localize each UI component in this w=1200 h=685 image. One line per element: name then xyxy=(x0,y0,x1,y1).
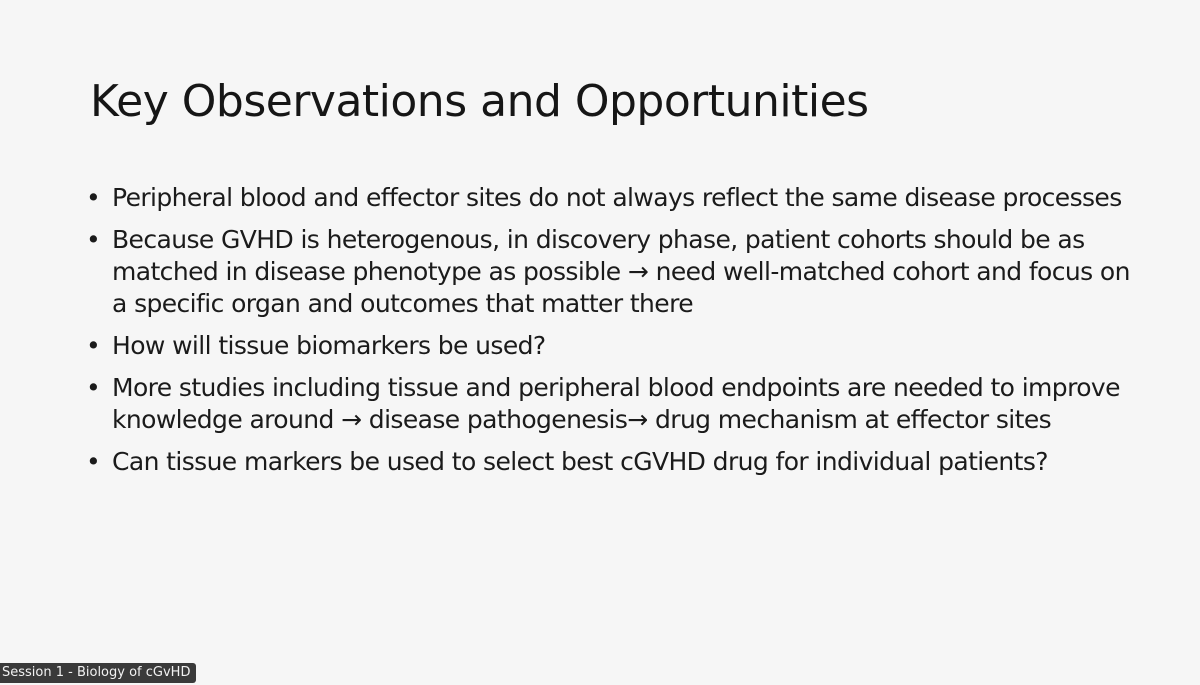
bullet-dot-icon: • xyxy=(86,225,101,254)
bullet-item xyxy=(86,224,1136,320)
slide-title: Key Observations and Opportunities xyxy=(90,76,869,127)
bullet-text: More studies including tissue and peripheral blood endpoints are needed to improve knowledge around → disease pathogenesis→ drug mechanism at effector sites xyxy=(112,373,1120,434)
bullet-item xyxy=(86,330,1136,362)
bullet-item xyxy=(86,446,1136,478)
bullet-item xyxy=(86,372,1136,436)
bullet-dot-icon: • xyxy=(86,373,101,402)
session-name-label: Session 1 - Biology of cGvHD xyxy=(0,663,196,683)
bullet-text: Can tissue markers be used to select best cGVHD drug for individual patients? xyxy=(112,447,1048,476)
bullet-item xyxy=(86,182,1136,214)
bullet-list xyxy=(86,182,1136,488)
bullet-text: Because GVHD is heterogenous, in discovery phase, patient cohorts should be as matched in disease phenotype as possible → need well-matched cohort and focus on a specific organ and outcomes that matter there xyxy=(112,225,1130,318)
bullet-text: Peripheral blood and effector sites do not always reflect the same disease processes xyxy=(112,183,1122,212)
bullet-dot-icon: • xyxy=(86,331,101,360)
bullet-dot-icon: • xyxy=(86,447,101,476)
bullet-text: How will tissue biomarkers be used? xyxy=(112,331,546,360)
bullet-dot-icon: • xyxy=(86,183,101,212)
